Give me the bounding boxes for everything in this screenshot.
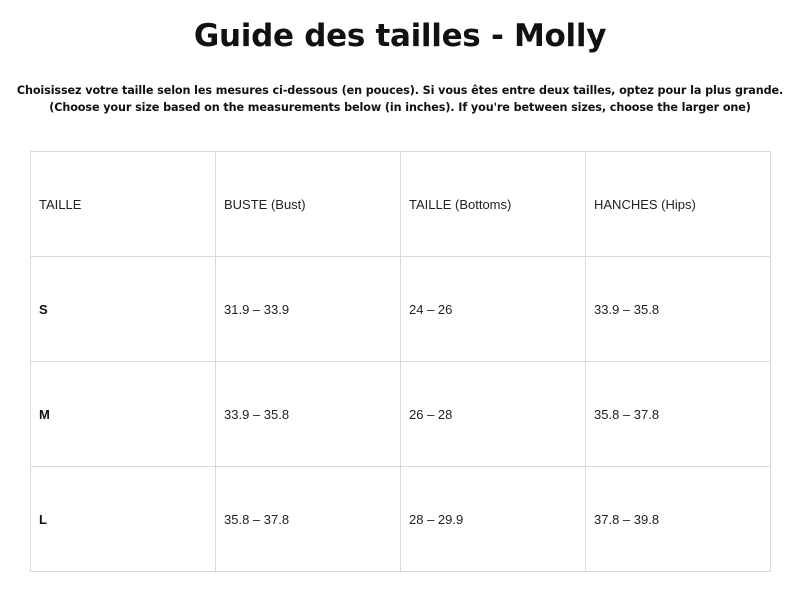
table-header-row	[31, 152, 771, 257]
instructions-english: (Choose your size based on the measurements below (in inches). If you're between sizes, choose the larger one)	[49, 101, 751, 114]
bottoms-measurement: 26 – 28	[401, 362, 586, 467]
table-row	[31, 257, 771, 362]
page-title: Guide des tailles - Molly	[193, 18, 607, 54]
size-label: L	[31, 467, 216, 572]
header-bottoms: TAILLE (Bottoms)	[401, 152, 586, 257]
header-bust: BUSTE (Bust)	[216, 152, 401, 257]
hips-measurement: 35.8 – 37.8	[586, 362, 771, 467]
bottoms-measurement: 24 – 26	[401, 257, 586, 362]
instructions-french: Choisissez votre taille selon les mesures ci-dessous (en pouces). Si vous êtes entre deux tailles, optez pour la plus grande.	[16, 84, 784, 97]
table-row	[31, 362, 771, 467]
header-hips: HANCHES (Hips)	[586, 152, 771, 257]
size-label: S	[31, 257, 216, 362]
size-guide-instructions	[0, 82, 800, 116]
size-label: M	[31, 362, 216, 467]
bust-measurement: 31.9 – 33.9	[216, 257, 401, 362]
size-chart-table	[30, 151, 771, 572]
table-row	[31, 467, 771, 572]
bust-measurement: 33.9 – 35.8	[216, 362, 401, 467]
hips-measurement: 33.9 – 35.8	[586, 257, 771, 362]
bust-measurement: 35.8 – 37.8	[216, 467, 401, 572]
header-size: TAILLE	[31, 152, 216, 257]
bottoms-measurement: 28 – 29.9	[401, 467, 586, 572]
hips-measurement: 37.8 – 39.8	[586, 467, 771, 572]
